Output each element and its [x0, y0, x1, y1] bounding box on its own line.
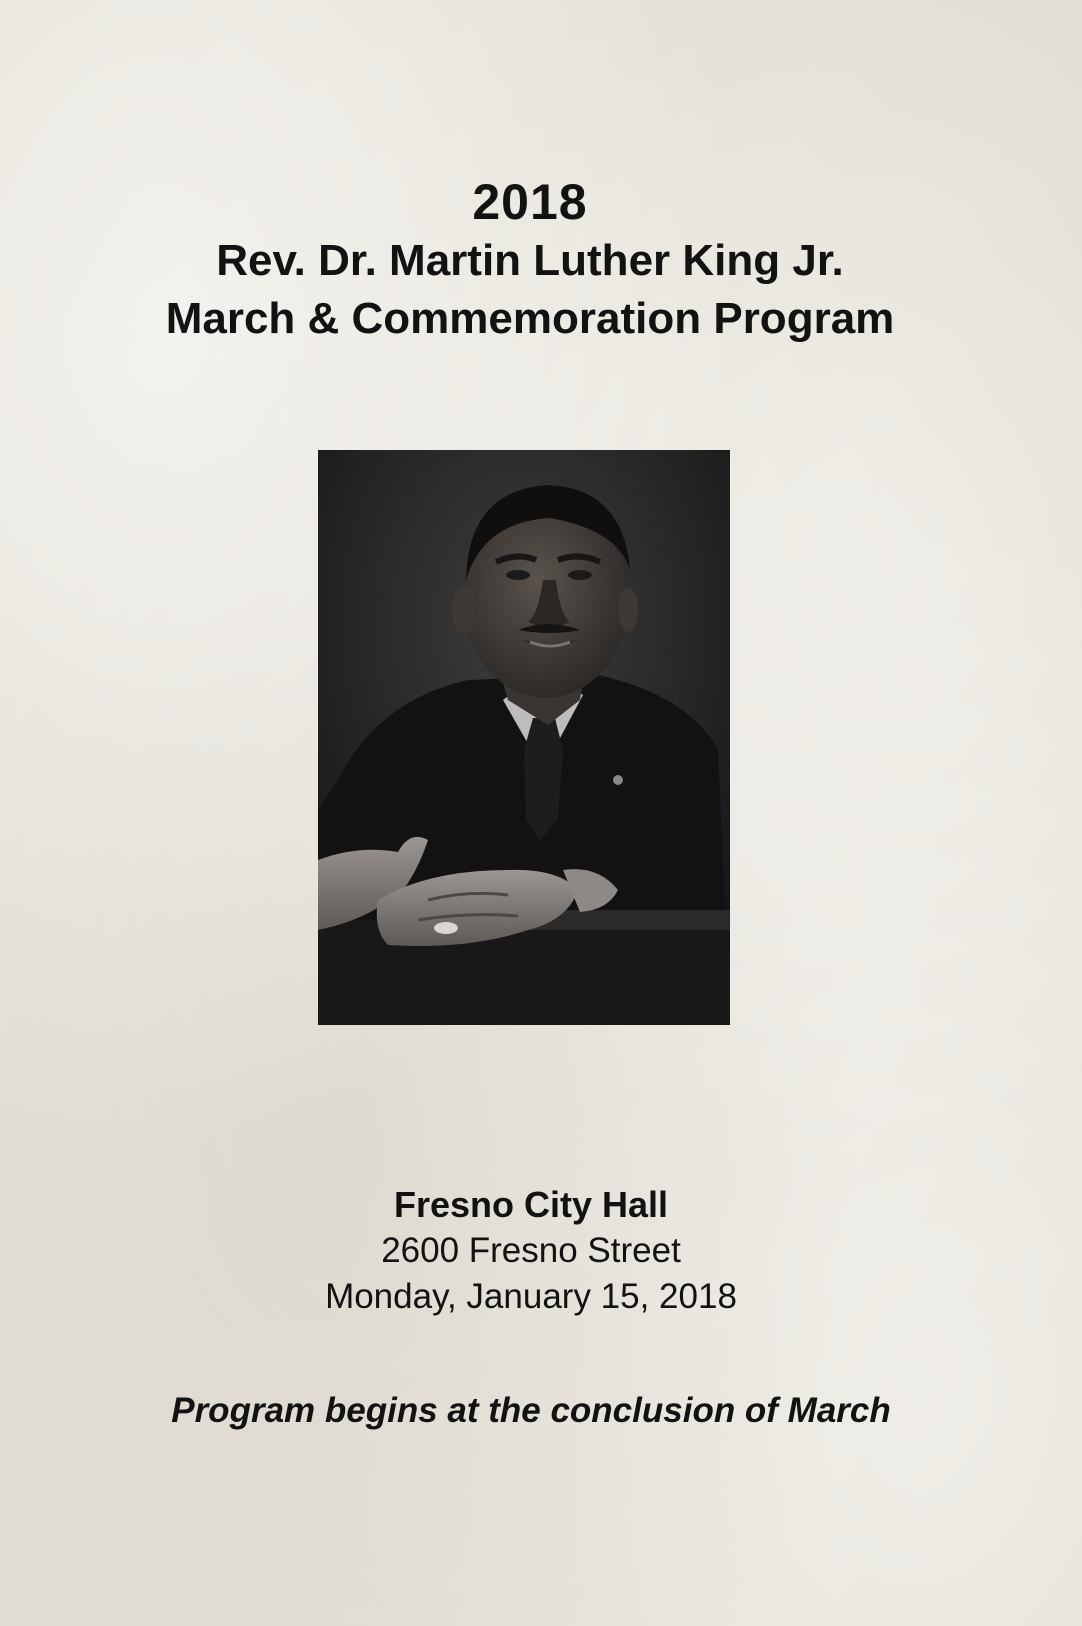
program-note: Program begins at the conclusion of March	[171, 1391, 891, 1430]
event-date: Monday, January 15, 2018	[325, 1277, 737, 1316]
program-title-line-1: Rev. Dr. Martin Luther King Jr.	[216, 236, 844, 285]
title-block	[0, 172, 1060, 348]
venue-block	[0, 1182, 1062, 1320]
venue-address: 2600 Fresno Street	[381, 1231, 681, 1270]
portrait-photo	[318, 450, 730, 1025]
venue-name: Fresno City Hall	[393, 1184, 669, 1225]
program-year: 2018	[472, 174, 588, 230]
portrait-photo-icon	[318, 450, 730, 1025]
program-title-line-2: March & Commemoration Program	[165, 294, 895, 343]
